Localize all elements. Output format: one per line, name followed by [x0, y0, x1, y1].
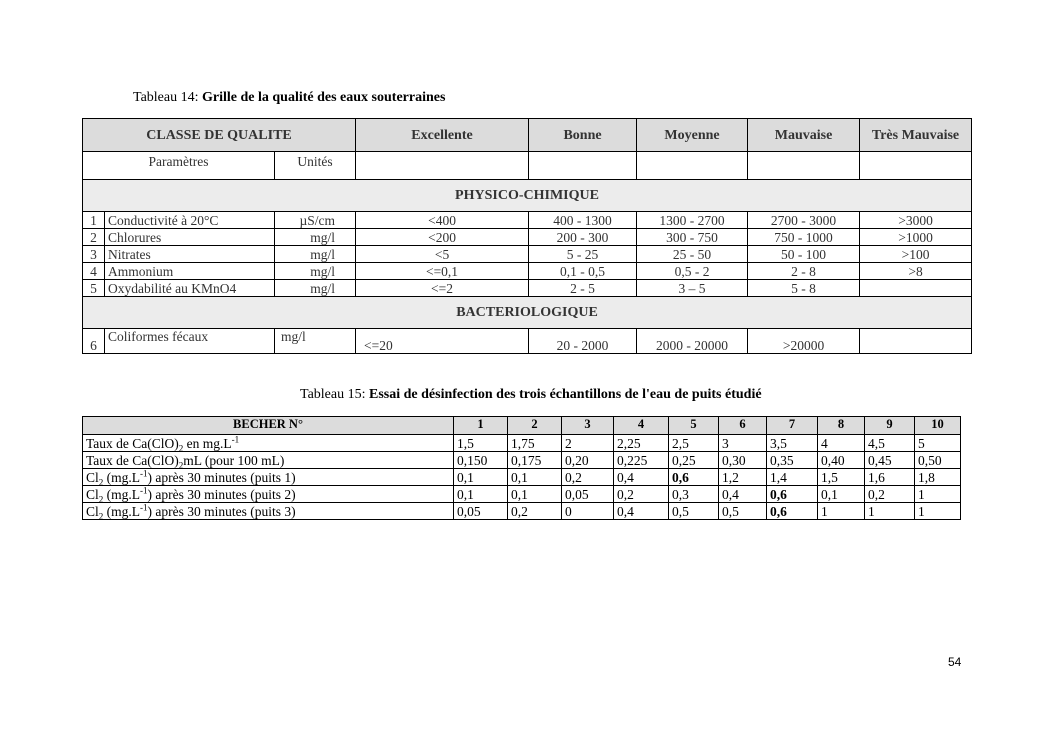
- row-param: Conductivité à 20°C: [105, 212, 275, 229]
- row-unit: mg/l: [275, 263, 356, 280]
- subheader-unites: Unités: [275, 152, 356, 180]
- row-unit: mg/l: [275, 329, 356, 354]
- cell: 2: [562, 435, 614, 452]
- row-value: 400 - 1300: [529, 212, 637, 229]
- row-value: 25 - 50: [637, 246, 748, 263]
- table-row: [83, 503, 961, 520]
- table-row: [83, 452, 961, 469]
- row-value: <400: [356, 212, 529, 229]
- subheader-parametres: Paramètres: [83, 152, 275, 180]
- table-row: [83, 263, 972, 280]
- column-header: 3: [562, 417, 614, 435]
- row-value: [860, 280, 972, 297]
- row-unit: mg/l: [275, 280, 356, 297]
- table15-header-row: [83, 417, 961, 435]
- row-value: <=20: [356, 329, 529, 354]
- row-label: $Cl_2$ $(mg.L^{-1})$ après 30 minutes (puits 3): [83, 503, 454, 520]
- row-value: >8: [860, 263, 972, 280]
- table14-caption-title: Grille de la qualité des eaux souterraines: [202, 90, 446, 105]
- cell: 0,5: [669, 503, 719, 520]
- row-value: 2000 - 20000: [637, 329, 748, 354]
- column-header: 1: [454, 417, 508, 435]
- row-value: 0,5 - 2: [637, 263, 748, 280]
- row-param: Nitrates: [105, 246, 275, 263]
- cell: 1,5: [818, 469, 865, 486]
- row-number: 3: [83, 246, 105, 263]
- column-header: 5: [669, 417, 719, 435]
- table15: [82, 416, 961, 520]
- table-row: [83, 212, 972, 229]
- row-value: 20 - 2000: [529, 329, 637, 354]
- cell: 0,25: [669, 452, 719, 469]
- header-classe: CLASSE DE QUALITE: [83, 119, 356, 152]
- section-physico-chimique: PHYSICO-CHIMIQUE: [83, 180, 972, 212]
- cell: 0,1: [818, 486, 865, 503]
- cell: 0,45: [865, 452, 915, 469]
- row-value: 2 - 8: [748, 263, 860, 280]
- cell: 0,150: [454, 452, 508, 469]
- cell: 0,20: [562, 452, 614, 469]
- row-value: <=2: [356, 280, 529, 297]
- row-value: <=0,1: [356, 263, 529, 280]
- row-unit: mg/l: [275, 246, 356, 263]
- row-value: [860, 329, 972, 354]
- row-value: 0,1 - 0,5: [529, 263, 637, 280]
- row-param: Oxydabilité au KMnO4: [105, 280, 275, 297]
- cell: 0,4: [719, 486, 767, 503]
- table14-section-physico: [83, 180, 972, 212]
- row-value: 300 - 750: [637, 229, 748, 246]
- table14-subheader-row: [83, 152, 972, 180]
- cell: 4: [818, 435, 865, 452]
- cell: 0,1: [508, 486, 562, 503]
- cell: 1,8: [915, 469, 961, 486]
- cell: 1,75: [508, 435, 562, 452]
- header-tres-mauvaise: Très Mauvaise: [860, 119, 972, 152]
- row-unit: µS/cm: [275, 212, 356, 229]
- cell: 0,225: [614, 452, 669, 469]
- table-row: [83, 486, 961, 503]
- row-value: 2700 - 3000: [748, 212, 860, 229]
- cell-highlight: 0,6: [767, 503, 818, 520]
- cell: 1: [818, 503, 865, 520]
- cell: 0,05: [562, 486, 614, 503]
- row-value: 5 - 8: [748, 280, 860, 297]
- cell: 3,5: [767, 435, 818, 452]
- row-value: 200 - 300: [529, 229, 637, 246]
- table-row: [83, 329, 972, 354]
- table-row: [83, 469, 961, 486]
- header-mauvaise: Mauvaise: [748, 119, 860, 152]
- column-header: 7: [767, 417, 818, 435]
- table14-caption-prefix: Tableau 14:: [133, 90, 202, 105]
- cell: 0,2: [865, 486, 915, 503]
- cell: 1,4: [767, 469, 818, 486]
- table15-caption-title: Essai de désinfection des trois échantillons de l'eau de puits étudié: [369, 387, 762, 402]
- row-number: 4: [83, 263, 105, 280]
- cell-highlight: 0,6: [767, 486, 818, 503]
- table-row: [83, 280, 972, 297]
- column-header: 10: [915, 417, 961, 435]
- cell: 0,05: [454, 503, 508, 520]
- cell: 0: [562, 503, 614, 520]
- table14-section-bacterio: [83, 297, 972, 329]
- row-number: 6: [83, 329, 105, 354]
- cell-highlight: 0,6: [669, 469, 719, 486]
- header-moyenne: Moyenne: [637, 119, 748, 152]
- table15-caption: [300, 387, 762, 403]
- cell: 2,5: [669, 435, 719, 452]
- row-value: <200: [356, 229, 529, 246]
- row-value: 750 - 1000: [748, 229, 860, 246]
- cell: 1,6: [865, 469, 915, 486]
- cell: 1,5: [454, 435, 508, 452]
- column-header: 6: [719, 417, 767, 435]
- row-value: >100: [860, 246, 972, 263]
- cell: 1: [915, 503, 961, 520]
- row-label: $Cl_2$ $(mg.L^{-1})$ après 30 minutes (puits 1): [83, 469, 454, 486]
- table14: [82, 118, 972, 354]
- cell: 1: [915, 486, 961, 503]
- cell: 0,2: [508, 503, 562, 520]
- table15-caption-prefix: Tableau 15:: [300, 387, 369, 402]
- cell: 0,30: [719, 452, 767, 469]
- row-value: >3000: [860, 212, 972, 229]
- cell: 4,5: [865, 435, 915, 452]
- column-header: 4: [614, 417, 669, 435]
- cell: 5: [915, 435, 961, 452]
- row-value: 50 - 100: [748, 246, 860, 263]
- page-number: 54: [948, 655, 962, 669]
- header-excellente: Excellente: [356, 119, 529, 152]
- column-header: 8: [818, 417, 865, 435]
- row-value: >20000: [748, 329, 860, 354]
- table14-header-row: [83, 119, 972, 152]
- column-header: 9: [865, 417, 915, 435]
- column-header: 2: [508, 417, 562, 435]
- header-bonne: Bonne: [529, 119, 637, 152]
- row-unit: mg/l: [275, 229, 356, 246]
- table14-caption: [133, 90, 445, 106]
- row-param: Coliformes fécaux: [105, 329, 275, 354]
- cell: 0,5: [719, 503, 767, 520]
- row-value: 5 - 25: [529, 246, 637, 263]
- row-value: 3 – 5: [637, 280, 748, 297]
- cell: 2,25: [614, 435, 669, 452]
- row-number: 2: [83, 229, 105, 246]
- cell: 0,4: [614, 469, 669, 486]
- row-value: >1000: [860, 229, 972, 246]
- cell: 0,2: [614, 486, 669, 503]
- cell: 0,1: [508, 469, 562, 486]
- cell: 0,1: [454, 469, 508, 486]
- cell: 0,40: [818, 452, 865, 469]
- row-label: Taux de $Ca(ClO)_2$ en $mg.L^{-1}$: [83, 435, 454, 452]
- row-label: $Cl_2$ $(mg.L^{-1})$ après 30 minutes (puits 2): [83, 486, 454, 503]
- row-label: Taux de $Ca(ClO)_2mL$ (pour 100 mL): [83, 452, 454, 469]
- cell: 0,35: [767, 452, 818, 469]
- row-value: <5: [356, 246, 529, 263]
- cell: 0,1: [454, 486, 508, 503]
- cell: 0,175: [508, 452, 562, 469]
- cell: 0,4: [614, 503, 669, 520]
- row-value: 2 - 5: [529, 280, 637, 297]
- cell: 1,2: [719, 469, 767, 486]
- table-row: [83, 229, 972, 246]
- cell: 0,3: [669, 486, 719, 503]
- row-param: Chlorures: [105, 229, 275, 246]
- header-becher: BECHER N°: [83, 417, 454, 435]
- cell: 0,2: [562, 469, 614, 486]
- row-number: 1: [83, 212, 105, 229]
- section-bacteriologique: BACTERIOLOGIQUE: [83, 297, 972, 329]
- row-param: Ammonium: [105, 263, 275, 280]
- table-row: [83, 246, 972, 263]
- row-number: 5: [83, 280, 105, 297]
- cell: 0,50: [915, 452, 961, 469]
- table-row: [83, 435, 961, 452]
- row-value: 1300 - 2700: [637, 212, 748, 229]
- cell: 3: [719, 435, 767, 452]
- cell: 1: [865, 503, 915, 520]
